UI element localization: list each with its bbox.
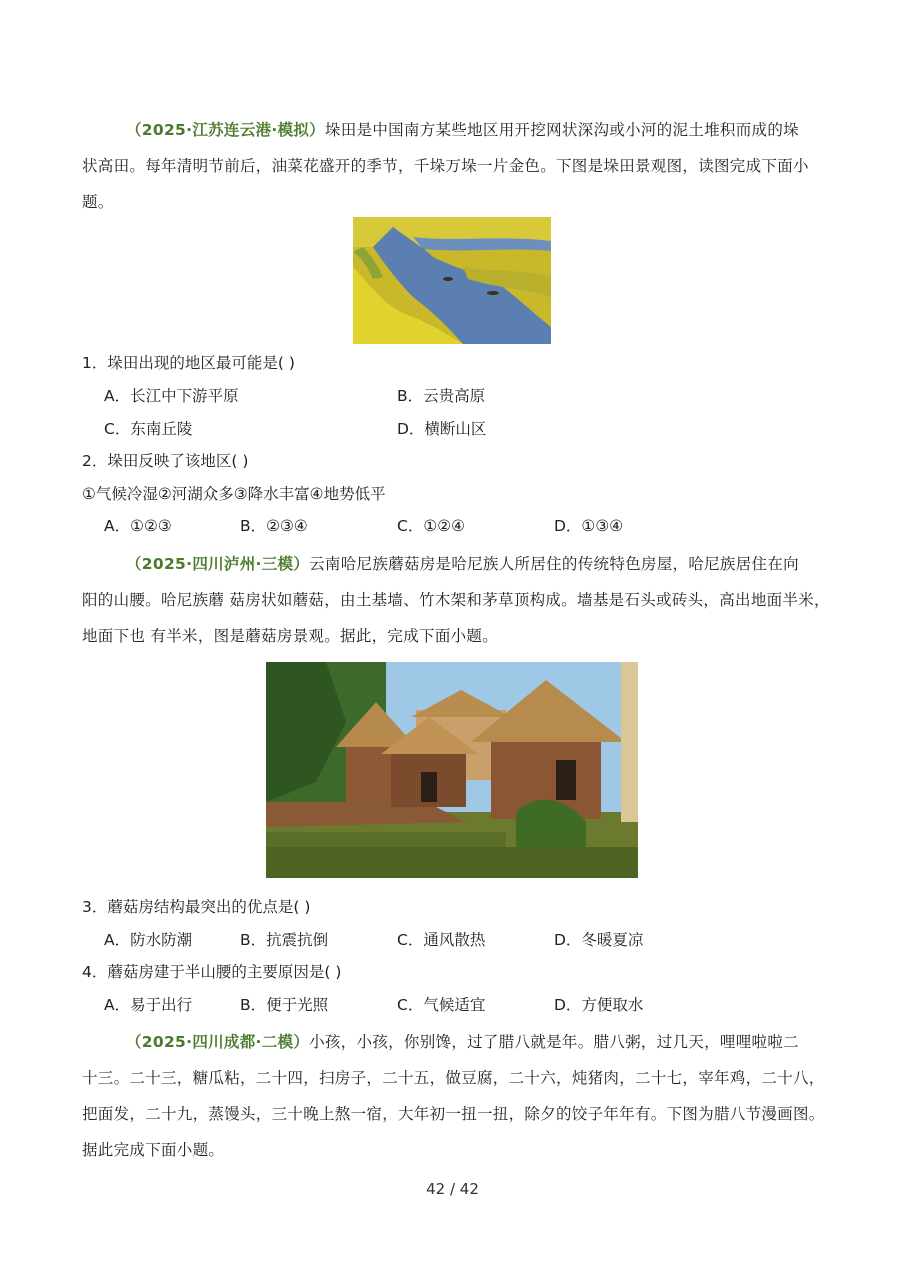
source-tag: （2025·江苏连云港·模拟） <box>126 121 325 139</box>
option-c: C．通风散热 <box>397 931 486 949</box>
passage-3 <box>82 1024 830 1168</box>
option-d: D．横断山区 <box>397 420 487 438</box>
passage-text: 地面下也 有半米，图是蘑菇房景观。据此，完成下面小题。 <box>82 627 499 645</box>
option-b: B．便于光照 <box>240 996 329 1014</box>
question-4-stem: 4．蘑菇房建于半山腰的主要原因是( ) <box>82 963 342 981</box>
question-2-stem: 2．垛田反映了该地区( ) <box>82 452 249 470</box>
option-d: D．方便取水 <box>554 996 644 1014</box>
option-c: C．气候适宜 <box>397 996 486 1014</box>
option-a: A．长江中下游平原 <box>104 387 239 405</box>
passage-text: 状高田。每年清明节前后，油菜花盛开的季节，千垛万垛一片金色。下图是垛田景观图，读图完成下面小 <box>82 157 809 175</box>
option-d: D．冬暖夏凉 <box>554 931 644 949</box>
source-tag: （2025·四川泸州·三模） <box>126 555 310 573</box>
duotian-landscape-image <box>353 217 551 344</box>
option-d: D．①③④ <box>554 517 624 535</box>
option-a: A．①②③ <box>104 517 172 535</box>
passage-text: 题。 <box>82 193 114 211</box>
source-tag: （2025·四川成都·二模） <box>126 1033 310 1051</box>
passage-1 <box>82 112 830 220</box>
passage-text: 垛田是中国南方某些地区用开挖网状深沟或小河的泥土堆积而成的垛 <box>324 121 799 139</box>
option-b: B．②③④ <box>240 517 308 535</box>
option-b: B．云贵高原 <box>397 387 486 405</box>
page-indicator: 42 / 42 <box>426 1180 479 1198</box>
passage-text: 十三。二十三，糖瓜粘，二十四，扫房子，二十五，做豆腐，二十六，炖猪肉，二十七，宰年鸡，二十八， <box>82 1069 825 1087</box>
option-a: A．防水防潮 <box>104 931 193 949</box>
passage-text: 云南哈尼族蘑菇房是哈尼族人所居住的传统特色房屋，哈尼族居住在向 <box>309 555 799 573</box>
option-c: C．①②④ <box>397 517 466 535</box>
passage-text: 据此完成下面小题。 <box>82 1141 225 1159</box>
passage-2 <box>82 546 830 654</box>
question-1-stem: 1．垛田出现的地区最可能是( ) <box>82 354 295 372</box>
passage-text: 把面发，二十九，蒸馒头，三十晚上熬一宿，大年初一扭一扭，除夕的饺子年年有。下图为腊八节漫画图。 <box>82 1105 825 1123</box>
passage-text: 阳的山腰。哈尼族蘑 菇房状如蘑菇，由土基墙、竹木架和茅草顶构成。墙基是石头或砖头，高出地面半米， <box>82 591 830 609</box>
option-a: A．易于出行 <box>104 996 193 1014</box>
question-2-choices: ①气候冷湿②河湖众多③降水丰富④地势低平 <box>82 485 386 503</box>
passage-text: 小孩，小孩，你别馋，过了腊八就是年。腊八粥，过几天，哩哩啦啦二 <box>309 1033 799 1051</box>
question-3-stem: 3．蘑菇房结构最突出的优点是( ) <box>82 898 311 916</box>
option-b: B．抗震抗倒 <box>240 931 329 949</box>
mushroom-house-image <box>266 662 638 878</box>
option-c: C．东南丘陵 <box>104 420 193 438</box>
